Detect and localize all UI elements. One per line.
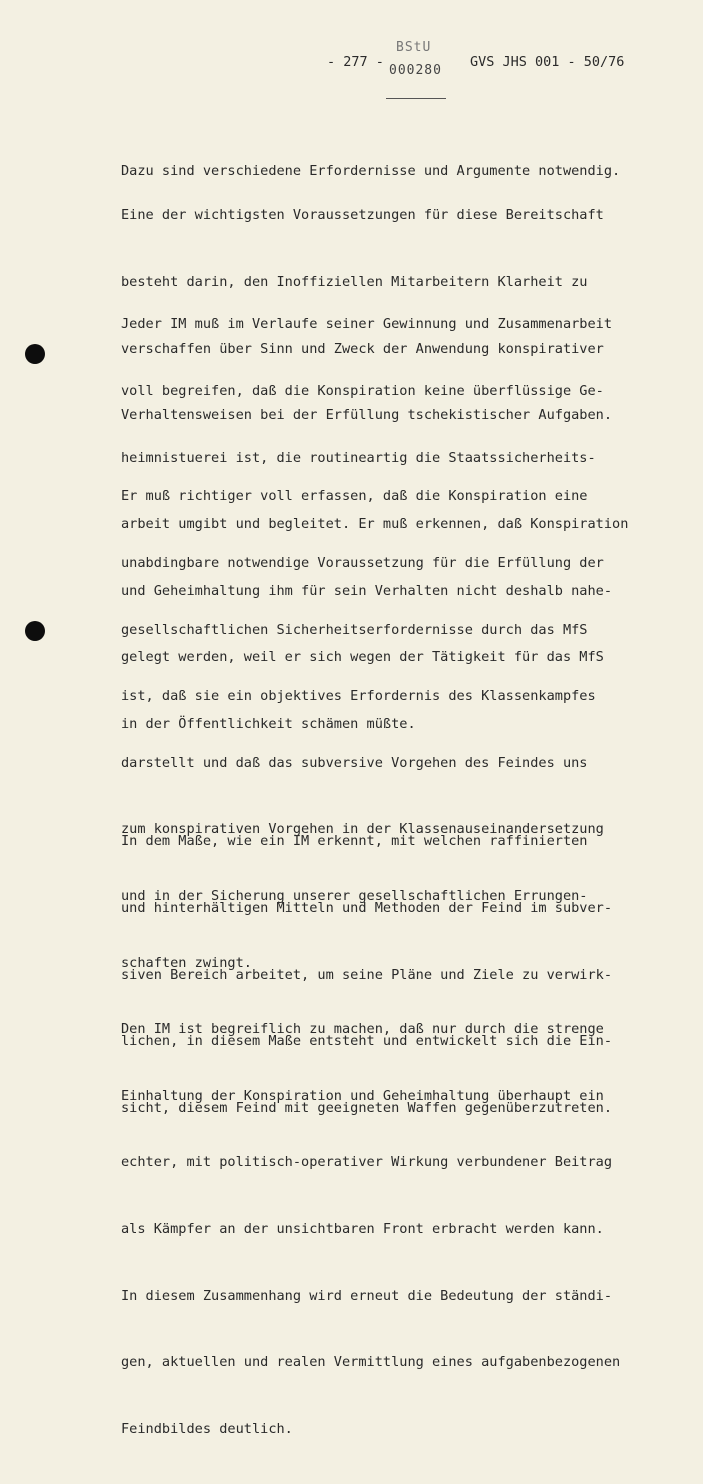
archive-stamp-label: BStU [396,40,432,55]
paragraph-5 [121,786,681,1163]
text-line: Er muß richtiger voll erfassen, daß die Konspiration eine [121,488,588,505]
text-line: besteht darin, den Inoffiziellen Mitarbeitern Klarheit zu [121,274,588,290]
text-line: In dem Maße, wie ein IM erkennt, mit welchen raffinierten [121,833,588,850]
text-line: Jeder IM muß im Verlaufe seiner Gewinnung und Zusammenarbeit [121,316,613,333]
text-line: und hinterhältigen Mitteln und Methoden der Feind im subver- [121,900,613,916]
text-line: arbeit umgibt und begleitet. Er muß erkennen, daß Konspiration [121,516,629,533]
text-line: heimnistuerei ist, die routineartig die Staatssicherheits- [121,449,596,466]
text-line: In diesem Zusammenhang wird erneut die Bedeutung der ständi- [121,1287,613,1304]
text-line: schaften zwingt. [121,954,252,971]
text-line: gelegt werden, weil er sich wegen der Tätigkeit für das MfS [121,649,604,666]
text-line: Feindbildes deutlich. [121,1420,293,1437]
page-header [0,40,703,102]
text-line: voll begreifen, daß die Konspiration keine überflüssige Ge- [121,383,604,399]
text-line: Eine der wichtigsten Voraussetzungen für diese Bereitschaft [121,207,604,224]
punch-hole-upper [25,344,45,364]
text-line: ist, daß sie ein objektives Erfordernis des Klassenkampfes [121,688,596,705]
text-line: verschaffen über Sinn und Zweck der Anwendung konspirativer [121,340,604,357]
text-line: Einhaltung der Konspiration und Geheimhaltung überhaupt ein [121,1087,604,1104]
text-line: als Kämpfer an der unsichtbaren Front erbracht werden kann. [121,1220,604,1237]
text-line: lichen, in diesem Maße entsteht und entwickelt sich die Ein- [121,1033,613,1050]
text-line: Dazu sind verschiedene Erfordernisse und Argumente notwendig. [121,163,621,180]
document-reference: GVS JHS 001 - 50/76 [470,54,625,70]
text-line: siven Bereich arbeitet, um seine Pläne und Ziele zu verwirk- [121,966,613,983]
text-line: Verhaltensweisen bei der Erfüllung tschekistischer Aufgaben. [121,407,613,424]
text-line: und in der Sicherung unserer gesellschaftlichen Errungen- [121,887,588,904]
text-line: und Geheimhaltung ihm für sein Verhalten nicht deshalb nahe- [121,582,613,599]
punch-hole-lower [25,621,45,641]
text-line: sicht, diesem Feind mit geeigneten Waffen gegenüberzutreten. [121,1099,613,1116]
archive-stamp-number: 000280 [389,63,442,78]
page-number: - 277 - [327,54,384,70]
text-line: echter, mit politisch-operativer Wirkung verbundener Beitrag [121,1154,613,1171]
stamp-underline [386,98,446,99]
text-line: Den IM ist begreiflich zu machen, daß nur durch die strenge [121,1021,604,1038]
text-line: zum konspirativen Vorgehen in der Klassenauseinandersetzung [121,821,604,838]
text-line: in der Öffentlichkeit schämen müßte. [121,715,416,732]
text-line: unabdingbare notwendige Voraussetzung für die Erfüllung der [121,555,604,571]
text-line: gesellschaftlichen Sicherheitserfordernisse durch das MfS [121,621,588,638]
text-line: darstellt und daß das subversive Vorgehen des Feindes uns [121,754,588,771]
text-line: gen, aktuellen und realen Vermittlung eines aufgabenbezogenen [121,1354,621,1371]
